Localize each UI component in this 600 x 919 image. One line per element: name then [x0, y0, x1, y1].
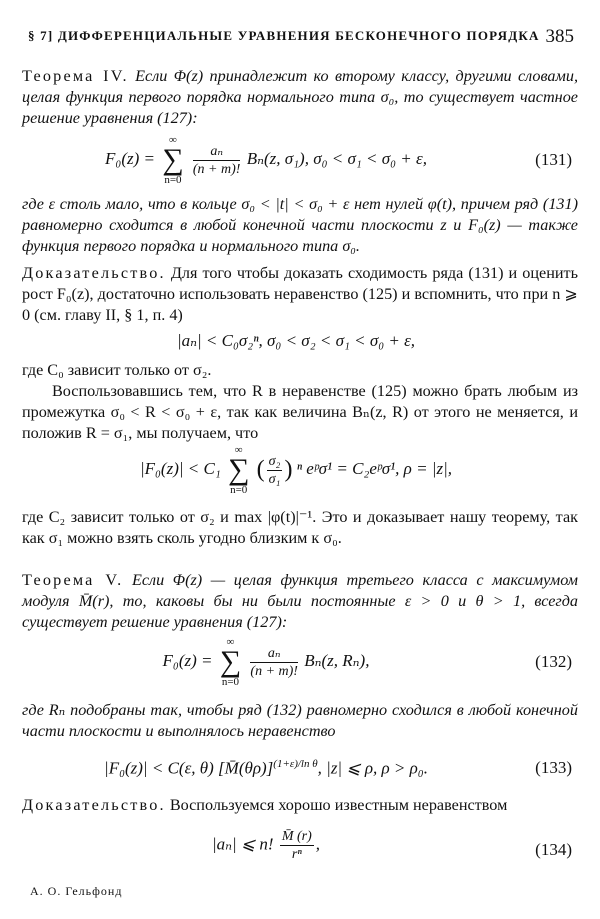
- page-number: 385: [545, 26, 574, 47]
- proof-2: [22, 795, 578, 816]
- equation-number-134: (134): [535, 840, 572, 859]
- proof-1: [22, 263, 578, 326]
- equation-134: |aₙ| ⩽ n! $\frac{M̄ (r)}{\text{rⁿ}}$ , (134): [211, 829, 572, 862]
- after-eq131: где ε столь мало, что в кольце σ₀ < |t| < σ₀ + ε нет нулей φ(t), причем ряд (131) равномерно сходится в любой конечной части плоскости z и F₀(z) — также функция первого порядка и нормального типа σ₀.: [22, 195, 578, 255]
- proof-2-text: Воспользуемся хорошо известным неравенством: [169, 796, 508, 814]
- proof-2-label: Доказательство.: [22, 796, 166, 814]
- eq131-fraction: $\frac{\text{aₙ}}{(n + m)!}$: [192, 143, 241, 177]
- theorem-v-label: Теорема V.: [22, 571, 124, 589]
- eq134-lhs: |aₙ| ⩽ n!: [211, 834, 274, 854]
- eq132-lhs: F₀(z) =: [162, 650, 213, 670]
- theorem-iv-label: Теорема IV.: [22, 67, 129, 85]
- estimate-lhs: |F₀(z)| < C₁: [139, 458, 221, 478]
- theorem-v-statement: Если Φ(z) — целая функция третьего класса с максимумом модуля M̄(r), то, каковы бы ни были постоянные ε > 0 и θ > 1, всегда существует решение уравнения (127):: [22, 571, 578, 631]
- proof-1-text: Для того чтобы доказать сходимость ряда (131) и оценить рост F₀(z), достаточно использовать неравенство (125) и вспомнить, что при n ⩾ 0 (см. главу II, § 1, п. 4): [22, 264, 578, 324]
- after-eq132: где Rₙ подобраны так, чтобы ряд (132) равномерно сходился в любой конечной части плоскости и выполнялось неравенство: [22, 701, 578, 740]
- theorem-iv-statement: Если Φ(z) принадлежит ко второму классу, другими словами, целая функция первого порядка нормального типа σ₀, то существует частное решение уравнения (127):: [22, 67, 579, 127]
- eq133-exponent: (1+ε)/ln θ: [273, 758, 318, 770]
- proof-1-label: Доказательство.: [22, 264, 166, 282]
- footer-author: А. О. Гельфонд: [30, 884, 123, 898]
- equation-number-132: (132): [535, 652, 572, 671]
- eq132-rhs: Bₙ(z, Rₙ),: [304, 650, 370, 670]
- sum-symbol-2: ∞ ∑ n=0: [228, 444, 250, 496]
- eq131-rhs: Bₙ(z, σ₁), σ₀ < σ₁ < σ₀ + ε,: [246, 148, 427, 168]
- equation-number-133: (133): [535, 758, 572, 777]
- paragraph-using: Воспользовавшись тем, что R в неравенстве (125) можно брать любым из промежутка σ₀ < R < σ₀ + ε, так как величина Bₙ(z, R) от этого не меняется, и положив R = σ₁, мы получаем, что: [22, 382, 578, 442]
- c2-dependence: где C₂ зависит только от σ₂ и max |φ(t)|⁻¹. Это и доказывает нашу теорему, так как σ₁ можно взять сколь угодно близким к σ₀.: [22, 508, 578, 547]
- estimate-fraction: $\frac{\text{σ₂}}{\text{σ₁}}$: [268, 453, 281, 487]
- c0-dependence: где C₀ зависит только от σ₂.: [22, 361, 212, 379]
- eq133-tail: , |z| ⩽ ρ, ρ > ρ₀.: [317, 758, 428, 778]
- sum-symbol: ∞ ∑ n=0: [162, 134, 184, 186]
- equation-131: [20, 134, 572, 184]
- equation-133: [20, 752, 572, 782]
- eq133-body: |F₀(z)| < C(ε, θ) [M̄(θρ)]: [104, 758, 274, 778]
- equation-an-bound: |aₙ| < C₀σ₂ⁿ, σ₀ < σ₂ < σ₁ < σ₀ + ε,: [176, 331, 416, 350]
- eq132-fraction: $\frac{\text{aₙ}}{(n + m)!}$: [250, 645, 298, 679]
- estimate-rhs: ⁿ eᵖσ¹ = C₂eᵖσ¹, ρ = |z|,: [296, 458, 453, 478]
- eq131-lhs: F₀(z) =: [105, 148, 155, 168]
- eq134-fraction: $\frac{M̄ (r)}{\text{rⁿ}}$: [281, 829, 312, 862]
- equation-132: [20, 636, 572, 688]
- sum-symbol-3: ∞ ∑ n=0: [219, 636, 242, 688]
- equation-estimate: |F₀(z)| < C₁ ∞ ∑ n=0 ( $\frac{\text{σ₂}}{\text{σ₁}}$ ) ⁿ eᵖσ¹ = C₂eᵖσ¹, ρ = |z|,: [139, 444, 453, 496]
- running-header: [28, 26, 574, 48]
- theorem-iv: [22, 66, 578, 129]
- theorem-v: [22, 570, 578, 633]
- section-title: § 7] ДИФФЕРЕНЦИАЛЬНЫЕ УРАВНЕНИЯ БЕСКОНЕЧНОГО ПОРЯДКА: [28, 28, 540, 43]
- equation-number-131: (131): [535, 150, 572, 169]
